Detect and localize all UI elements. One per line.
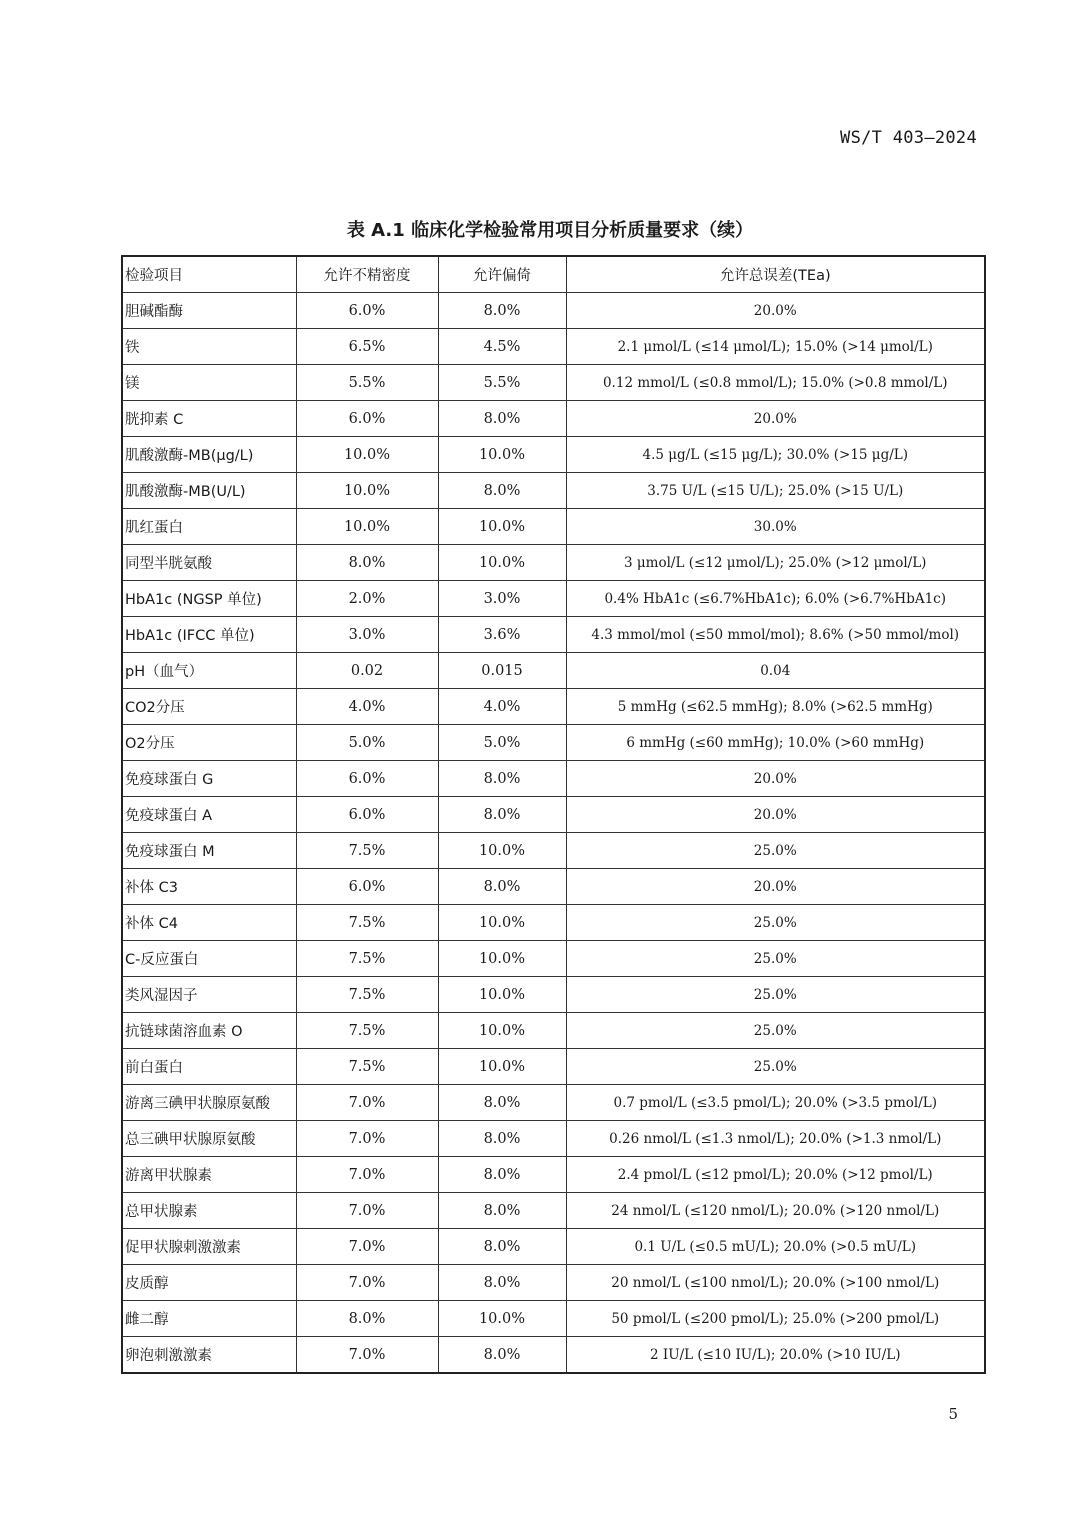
cell-item-name: 补体 C4: [122, 905, 296, 941]
table-row: [122, 581, 985, 617]
cell-bias: 8.0%: [438, 1265, 566, 1301]
table-row: [122, 545, 985, 581]
cell-total-error: 20 nmol/L (≤100 nmol/L); 20.0% (>100 nmol/L): [566, 1265, 985, 1301]
table-row: [122, 1013, 985, 1049]
cell-imprecision: 7.0%: [296, 1193, 438, 1229]
table-row: [122, 1265, 985, 1301]
cell-imprecision: 0.02: [296, 653, 438, 689]
cell-total-error: 25.0%: [566, 1013, 985, 1049]
cell-total-error: 0.4% HbA1c (≤6.7%HbA1c); 6.0% (>6.7%HbA1c): [566, 581, 985, 617]
column-header-tea: 允许总误差(TEa): [566, 256, 985, 293]
cell-item-name: 类风湿因子: [122, 977, 296, 1013]
cell-total-error: 25.0%: [566, 833, 985, 869]
cell-bias: 8.0%: [438, 1085, 566, 1121]
cell-total-error: 4.5 μg/L (≤15 μg/L); 30.0% (>15 μg/L): [566, 437, 985, 473]
cell-bias: 3.6%: [438, 617, 566, 653]
quality-requirements-table: [121, 255, 986, 1374]
cell-bias: 8.0%: [438, 1193, 566, 1229]
cell-total-error: 25.0%: [566, 977, 985, 1013]
cell-bias: 10.0%: [438, 545, 566, 581]
cell-bias: 8.0%: [438, 869, 566, 905]
table-row: [122, 977, 985, 1013]
cell-imprecision: 8.0%: [296, 545, 438, 581]
cell-bias: 10.0%: [438, 977, 566, 1013]
cell-imprecision: 7.5%: [296, 977, 438, 1013]
cell-item-name: 胆碱酯酶: [122, 293, 296, 329]
cell-bias: 10.0%: [438, 833, 566, 869]
cell-item-name: 总甲状腺素: [122, 1193, 296, 1229]
cell-item-name: 雌二醇: [122, 1301, 296, 1337]
cell-imprecision: 8.0%: [296, 1301, 438, 1337]
cell-item-name: 卵泡刺激激素: [122, 1337, 296, 1374]
cell-imprecision: 6.0%: [296, 401, 438, 437]
cell-bias: 8.0%: [438, 401, 566, 437]
cell-item-name: CO2分压: [122, 689, 296, 725]
cell-total-error: 0.7 pmol/L (≤3.5 pmol/L); 20.0% (>3.5 pmol/L): [566, 1085, 985, 1121]
cell-total-error: 4.3 mmol/mol (≤50 mmol/mol); 8.6% (>50 mmol/mol): [566, 617, 985, 653]
table-row: [122, 1301, 985, 1337]
cell-bias: 8.0%: [438, 797, 566, 833]
cell-item-name: 前白蛋白: [122, 1049, 296, 1085]
table-row: [122, 1157, 985, 1193]
cell-bias: 4.0%: [438, 689, 566, 725]
cell-bias: 10.0%: [438, 941, 566, 977]
cell-item-name: 抗链球菌溶血素 O: [122, 1013, 296, 1049]
page-number: 5: [948, 1405, 958, 1423]
cell-item-name: 总三碘甲状腺原氨酸: [122, 1121, 296, 1157]
column-header-item: 检验项目: [122, 256, 296, 293]
cell-imprecision: 7.0%: [296, 1337, 438, 1374]
cell-imprecision: 7.5%: [296, 941, 438, 977]
cell-bias: 5.5%: [438, 365, 566, 401]
table-row: [122, 1085, 985, 1121]
cell-item-name: 游离三碘甲状腺原氨酸: [122, 1085, 296, 1121]
cell-item-name: O2分压: [122, 725, 296, 761]
table-row: [122, 365, 985, 401]
cell-total-error: 5 mmHg (≤62.5 mmHg); 8.0% (>62.5 mmHg): [566, 689, 985, 725]
cell-imprecision: 5.5%: [296, 365, 438, 401]
cell-imprecision: 3.0%: [296, 617, 438, 653]
cell-bias: 5.0%: [438, 725, 566, 761]
cell-item-name: C-反应蛋白: [122, 941, 296, 977]
cell-item-name: 铁: [122, 329, 296, 365]
cell-total-error: 20.0%: [566, 401, 985, 437]
cell-total-error: 3 μmol/L (≤12 μmol/L); 25.0% (>12 μmol/L): [566, 545, 985, 581]
table-row: [122, 401, 985, 437]
table-row: [122, 1229, 985, 1265]
cell-imprecision: 7.0%: [296, 1121, 438, 1157]
cell-bias: 10.0%: [438, 1049, 566, 1085]
table-row: [122, 1049, 985, 1085]
cell-bias: 10.0%: [438, 1013, 566, 1049]
table-row: [122, 761, 985, 797]
cell-item-name: HbA1c (IFCC 单位): [122, 617, 296, 653]
table-row: [122, 653, 985, 689]
cell-imprecision: 4.0%: [296, 689, 438, 725]
cell-imprecision: 6.0%: [296, 761, 438, 797]
cell-item-name: 免疫球蛋白 G: [122, 761, 296, 797]
cell-total-error: 20.0%: [566, 869, 985, 905]
cell-bias: 10.0%: [438, 509, 566, 545]
cell-imprecision: 7.5%: [296, 1013, 438, 1049]
cell-total-error: 20.0%: [566, 761, 985, 797]
table-row: [122, 941, 985, 977]
cell-total-error: 24 nmol/L (≤120 nmol/L); 20.0% (>120 nmol/L): [566, 1193, 985, 1229]
column-header-imprecision: 允许不精密度: [296, 256, 438, 293]
table-row: [122, 905, 985, 941]
table-row: [122, 509, 985, 545]
cell-total-error: 50 pmol/L (≤200 pmol/L); 25.0% (>200 pmol/L): [566, 1301, 985, 1337]
cell-imprecision: 7.0%: [296, 1085, 438, 1121]
column-header-bias: 允许偏倚: [438, 256, 566, 293]
cell-bias: 8.0%: [438, 473, 566, 509]
cell-item-name: 皮质醇: [122, 1265, 296, 1301]
table-header-row: [122, 256, 985, 293]
table-row: [122, 437, 985, 473]
cell-item-name: pH（血气）: [122, 653, 296, 689]
cell-total-error: 6 mmHg (≤60 mmHg); 10.0% (>60 mmHg): [566, 725, 985, 761]
cell-imprecision: 6.0%: [296, 869, 438, 905]
cell-imprecision: 5.0%: [296, 725, 438, 761]
cell-total-error: 20.0%: [566, 797, 985, 833]
cell-imprecision: 10.0%: [296, 509, 438, 545]
cell-total-error: 0.26 nmol/L (≤1.3 nmol/L); 20.0% (>1.3 nmol/L): [566, 1121, 985, 1157]
cell-imprecision: 7.0%: [296, 1229, 438, 1265]
standard-code: WS/T 403—2024: [840, 128, 977, 148]
cell-imprecision: 6.0%: [296, 797, 438, 833]
cell-total-error: 0.12 mmol/L (≤0.8 mmol/L); 15.0% (>0.8 mmol/L): [566, 365, 985, 401]
cell-total-error: 2 IU/L (≤10 IU/L); 20.0% (>10 IU/L): [566, 1337, 985, 1374]
table-row: [122, 617, 985, 653]
cell-total-error: 25.0%: [566, 905, 985, 941]
cell-total-error: 0.04: [566, 653, 985, 689]
cell-bias: 10.0%: [438, 1301, 566, 1337]
cell-bias: 8.0%: [438, 1229, 566, 1265]
table-row: [122, 473, 985, 509]
cell-item-name: 肌红蛋白: [122, 509, 296, 545]
cell-imprecision: 10.0%: [296, 437, 438, 473]
cell-item-name: 补体 C3: [122, 869, 296, 905]
table-title: 表 A.1 临床化学检验常用项目分析质量要求（续）: [346, 220, 754, 241]
cell-total-error: 3.75 U/L (≤15 U/L); 25.0% (>15 U/L): [566, 473, 985, 509]
cell-total-error: 30.0%: [566, 509, 985, 545]
cell-item-name: 免疫球蛋白 M: [122, 833, 296, 869]
cell-bias: 8.0%: [438, 1157, 566, 1193]
cell-item-name: 肌酸激酶-MB(μg/L): [122, 437, 296, 473]
cell-bias: 8.0%: [438, 293, 566, 329]
cell-bias: 10.0%: [438, 905, 566, 941]
cell-imprecision: 6.0%: [296, 293, 438, 329]
cell-item-name: 促甲状腺刺激激素: [122, 1229, 296, 1265]
cell-imprecision: 7.5%: [296, 833, 438, 869]
cell-bias: 8.0%: [438, 1337, 566, 1374]
table-row: [122, 833, 985, 869]
cell-bias: 3.0%: [438, 581, 566, 617]
table-row: [122, 869, 985, 905]
cell-item-name: 同型半胱氨酸: [122, 545, 296, 581]
cell-total-error: 25.0%: [566, 1049, 985, 1085]
cell-total-error: 2.1 μmol/L (≤14 μmol/L); 15.0% (>14 μmol/L): [566, 329, 985, 365]
cell-item-name: 肌酸激酶-MB(U/L): [122, 473, 296, 509]
cell-imprecision: 7.5%: [296, 905, 438, 941]
cell-bias: 8.0%: [438, 761, 566, 797]
cell-bias: 8.0%: [438, 1121, 566, 1157]
table-row: [122, 1337, 985, 1374]
cell-bias: 0.015: [438, 653, 566, 689]
table-row: [122, 329, 985, 365]
table-row: [122, 1193, 985, 1229]
cell-imprecision: 7.0%: [296, 1157, 438, 1193]
table-row: [122, 689, 985, 725]
cell-imprecision: 2.0%: [296, 581, 438, 617]
cell-bias: 10.0%: [438, 437, 566, 473]
cell-imprecision: 7.5%: [296, 1049, 438, 1085]
cell-imprecision: 10.0%: [296, 473, 438, 509]
cell-item-name: 镁: [122, 365, 296, 401]
table-row: [122, 293, 985, 329]
table-body: [122, 293, 985, 1374]
table-row: [122, 725, 985, 761]
cell-total-error: 2.4 pmol/L (≤12 pmol/L); 20.0% (>12 pmol/L): [566, 1157, 985, 1193]
cell-bias: 4.5%: [438, 329, 566, 365]
cell-item-name: 免疫球蛋白 A: [122, 797, 296, 833]
table-row: [122, 797, 985, 833]
cell-imprecision: 6.5%: [296, 329, 438, 365]
cell-item-name: 胱抑素 C: [122, 401, 296, 437]
table-row: [122, 1121, 985, 1157]
cell-total-error: 0.1 U/L (≤0.5 mU/L); 20.0% (>0.5 mU/L): [566, 1229, 985, 1265]
cell-total-error: 25.0%: [566, 941, 985, 977]
cell-total-error: 20.0%: [566, 293, 985, 329]
cell-imprecision: 7.0%: [296, 1265, 438, 1301]
cell-item-name: HbA1c (NGSP 单位): [122, 581, 296, 617]
cell-item-name: 游离甲状腺素: [122, 1157, 296, 1193]
